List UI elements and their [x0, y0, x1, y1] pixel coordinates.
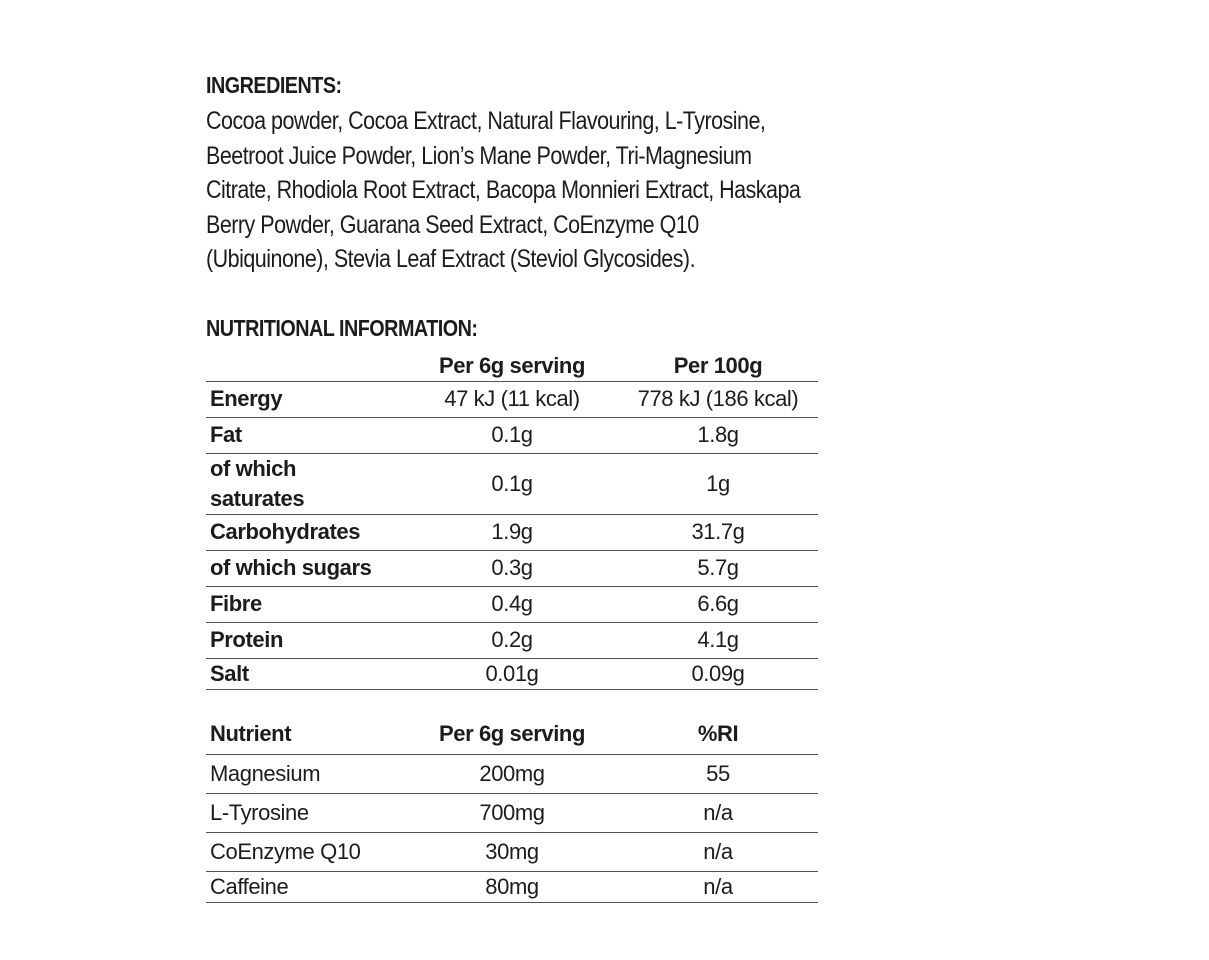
- row-per100: 6.6g: [618, 586, 818, 622]
- table-row: [206, 754, 818, 793]
- table-row: [206, 381, 818, 417]
- row-per100: 4.1g: [618, 622, 818, 658]
- row-per100: 5.7g: [618, 550, 818, 586]
- nutrient-header-serving: Per 6g serving: [438, 720, 586, 746]
- ingredients-heading: INGREDIENTS:: [206, 72, 342, 98]
- nutrient-header-row: [206, 714, 818, 755]
- row-label: of which sugars: [206, 550, 406, 586]
- row-serving: 80mg: [406, 871, 618, 902]
- nutrition-header-label: [206, 347, 406, 382]
- table-row: [206, 550, 818, 586]
- row-per100: 0.09g: [618, 658, 818, 689]
- row-ri: n/a: [618, 793, 818, 832]
- table-row: [206, 453, 818, 514]
- ingredients-text: Cocoa powder, Cocoa Extract, Natural Flavouring, L-Tyrosine, Beetroot Juice Powder, Lion’s Mane Powder, Tri-Magnesium Citrate, Rhodiola Root Extract, Bacopa Monnieri Extract, Haskapa Berry Powder, Guarana Seed Extract, CoEnzyme Q10 (Ubiquinone), Stevia Leaf Extract (Steviol Glycosides).: [206, 107, 801, 273]
- row-label: Fibre: [206, 586, 406, 622]
- row-per100: 1g: [618, 453, 818, 514]
- row-label-line2: saturates: [210, 485, 305, 511]
- row-label: Fat: [206, 417, 406, 453]
- table-row: [206, 658, 818, 689]
- row-label: Carbohydrates: [206, 514, 406, 550]
- nutrition-header-serving: Per 6g serving: [438, 352, 586, 378]
- row-serving: 1.9g: [406, 514, 618, 550]
- row-label: Magnesium: [206, 754, 406, 793]
- table-row: [206, 871, 818, 902]
- row-serving: 47 kJ (11 kcal): [406, 381, 618, 417]
- row-ri: n/a: [618, 871, 818, 902]
- row-label: Protein: [206, 622, 406, 658]
- table-row: [206, 622, 818, 658]
- table-row: [206, 832, 818, 871]
- table-row: [206, 417, 818, 453]
- nutrition-header-row: [206, 347, 818, 382]
- row-serving: 0.4g: [406, 586, 618, 622]
- row-serving: 0.01g: [406, 658, 618, 689]
- table-row: [206, 793, 818, 832]
- nutrition-header-per100: Per 100g: [673, 352, 763, 378]
- row-label: Caffeine: [206, 871, 406, 902]
- row-per100: 778 kJ (186 kcal): [618, 381, 818, 417]
- row-serving: 0.1g: [406, 453, 618, 514]
- row-label: Energy: [206, 381, 406, 417]
- row-serving: 700mg: [406, 793, 618, 832]
- label-panel: [206, 70, 818, 903]
- row-label-line1: of which: [210, 455, 297, 481]
- row-label: [206, 453, 406, 514]
- nutrition-heading: NUTRITIONAL INFORMATION:: [206, 314, 478, 341]
- row-serving: 200mg: [406, 754, 618, 793]
- row-ri: 55: [618, 754, 818, 793]
- row-label: CoEnzyme Q10: [206, 832, 406, 871]
- row-per100: 31.7g: [618, 514, 818, 550]
- nutrition-table: [206, 347, 818, 690]
- table-row: [206, 586, 818, 622]
- row-label: Salt: [206, 658, 406, 689]
- row-serving: 30mg: [406, 832, 618, 871]
- row-serving: 0.1g: [406, 417, 618, 453]
- nutrient-table: [206, 714, 818, 903]
- row-serving: 0.3g: [406, 550, 618, 586]
- row-ri: n/a: [618, 832, 818, 871]
- row-label: L-Tyrosine: [206, 793, 406, 832]
- row-serving: 0.2g: [406, 622, 618, 658]
- nutrient-header-ri: %RI: [697, 720, 739, 746]
- nutrient-header-label: Nutrient: [210, 720, 292, 746]
- row-per100: 1.8g: [618, 417, 818, 453]
- table-row: [206, 514, 818, 550]
